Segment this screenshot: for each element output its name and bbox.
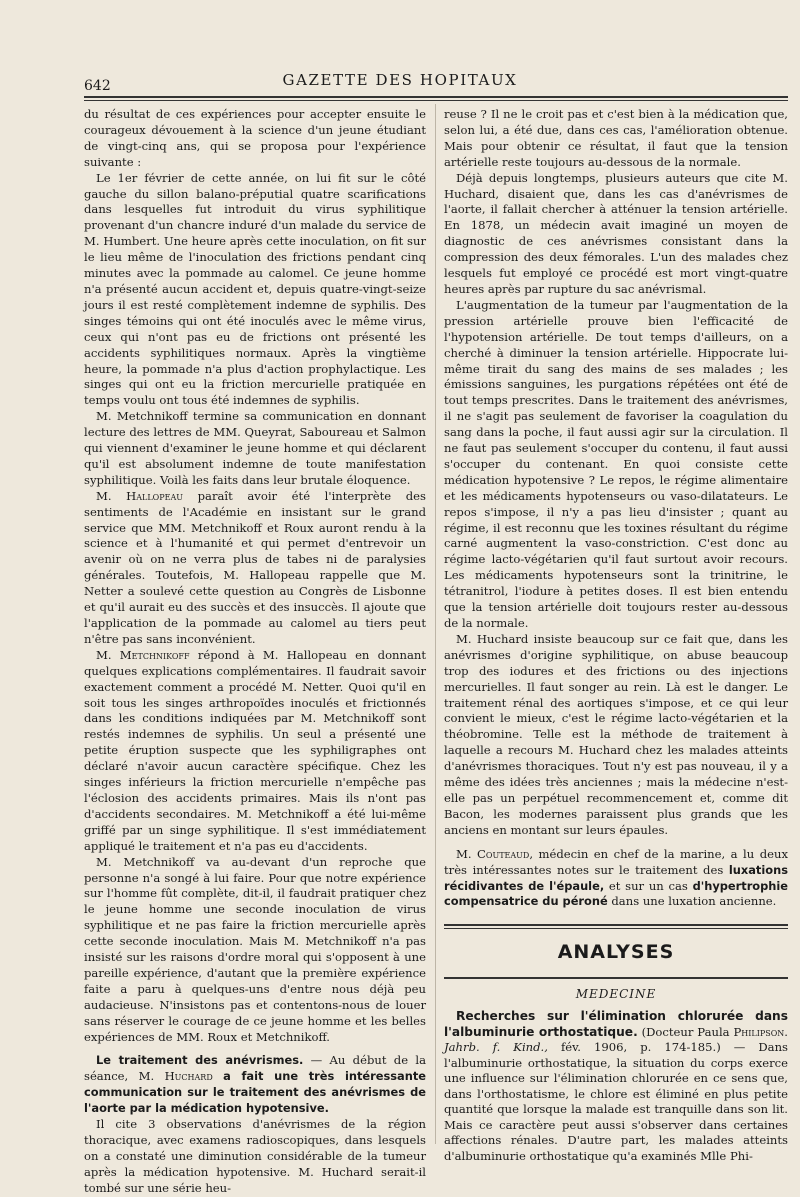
column-separator: [435, 104, 436, 1144]
paragraph-text: — Au début de la séance, M.: [84, 1053, 426, 1084]
paragraph: [444, 1009, 788, 1164]
paragraph: [84, 648, 426, 855]
paragraph: L'augmentation de la tumeur par l'augmentation de la pression artérielle prouve bien l'efficacité de l'hypotension artérielle. De tout temps d'ailleurs, on a cherché à diminuer la tension artérielle. Hippocrate lui-même tirait du sang des mains de ses malades ; les émissions sanguines, les purgations répétées ont été de tout temps prescrites. Dans le traitement des anévrismes, il ne s'agit pas seulement de favoriser la coagulation du sang dans la poche, il faut aussi agir sur la circulation. Il ne faut pas seulement s'occuper du contenu, il faut aussi s'occuper du contenant. En quoi consiste cette médication hypotensive ? Le repos, le régime alimentaire et les médicaments hypotenseurs ou vaso-dilatateurs. Le repos s'impose, il n'y a pas lieu d'insister ; quant au régime, il est reconnu que les toxines résultant du régime carné augmentent la vaso-constriction. C'est donc au régime lacto-végétarien qu'il faut surtout avoir recours. Les médicaments hypotenseurs sont la trinitrine, le tétranitrol, l'iodure à petites doses. Il est bien entendu que la tension artérielle doit toujours rester au-dessous de la normale.: [444, 297, 788, 630]
paragraph: M. Huchard insiste beaucoup sur ce fait que, dans les anévrismes d'origine syphilitique, on abuse beaucoup trop des iodures et des frictions ou des injections mercurielles. Il faut songer au rein. Là est le danger. Le traitement rénal des aortiques s'impose, et ce qui leur convient le mieux, c'est le régime lacto-végétarien et la théobromine. Telle est la méthode de traitement à laquelle a recours M. Huchard chez les malades atteints d'anévrismes thoraciques. Tout n'y est pas nouveau, il y a même des idées très anciennes ; mais la médecine n'est-elle pas un perpétuel recommencement et, comme dit Bacon, les modernes paraissent plus grands que les anciens en montant sur leurs épaules.: [444, 631, 788, 837]
paragraph: reuse ? Il ne le croit pas et c'est bien à la médication que, selon lui, a été due, dans ces cas, l'amélioration obtenue. Mais pour obtenir ce résultat, il faut que la tension artérielle reste toujours au-dessous de la normale.: [444, 107, 788, 169]
subsection-title: MEDECINE: [575, 987, 657, 1002]
paragraph-text: dans une luxation ancienne.: [611, 894, 777, 909]
paragraph: [84, 489, 426, 648]
section-paragraph: [84, 1053, 426, 1117]
paragraph: M. Metchnikoff termine sa communication en donnant lecture des lettres de MM. Queyrat, Saboureau et Salmon qui viennent d'examiner le jeune homme et qui déclarent qu'il est absolument indemne de toute manifestation syphilitique. Voilà les faits dans leur brutale éloquence.: [84, 409, 426, 487]
right-column: [444, 107, 788, 1164]
speaker-name: Huchard: [164, 1069, 213, 1084]
paragraph: M. Metchnikoff va au-devant d'un reproche que personne n'a songé à lui faire. Pour que notre expérience sur l'homme fût complète, dit-il, il faudrait pratiquer chez le jeune homme une seconde inoculation de virus syphilitique et ne pas faire la friction mercurielle après cette seconde inoculation. Mais M. Metchnikoff n'a pas insisté sur les raisons d'ordre moral qui s'opposent à une pareille expérience, d'autant que la première expérience faite a paru à quelques-uns d'entre nous déjà peu audacieuse. N'insistons pas et contentons-nous de louer sans réserver le courage de ce jeune homme et les belles expériences de MM. Roux et Metchnikoff.: [84, 854, 426, 1044]
speaker-name: M. Metchnikoff: [96, 647, 190, 662]
left-column: [84, 107, 426, 1197]
running-title: GAZETTE DES HOPITAUX: [282, 71, 518, 89]
bold-topic: d'hypertrophie compensatrice du péroné: [444, 878, 789, 909]
paragraph-text: et sur un cas: [608, 878, 688, 893]
paragraph-text: médecin en chef de la marine, a lu deux très intéressantes notes sur le traitement des: [444, 846, 788, 877]
page-number: 642: [84, 78, 111, 94]
header-rule: [84, 96, 788, 101]
paragraph: Le 1er février de cette année, on lui fit sur le côté gauche du sillon balano-préputial quatre scarifications dans lesquelles fut introduit du virus syphilitique provenant d'un chancre induré d'un malade du service de M. Humbert. Une heure après cette inoculation, on fit sur le lieu même de l'inoculation des frictions pendant cinq minutes avec la pommade au calomel. Ce jeune homme n'a présenté aucun accident et, depuis quatre-vingt-seize jours il est resté complètement indemne de syphilis. Des singes témoins qui ont été inoculés avec le même virus, ceux qui n'ont pas eu de frictions ont présenté les accidents syphilitiques normaux. Après la vingtième heure, la pommade n'a plus d'action prophylactique. Les singes qui ont eu la friction mercurielle pratiquée en temps voulu ont tous été indemnes de syphilis.: [84, 170, 426, 408]
speaker-name: M. Couteaud,: [456, 846, 533, 861]
paragraph-text: (Docteur Paula: [641, 1024, 730, 1039]
section-heading: Le traitement des anévrismes.: [96, 1053, 304, 1068]
paragraph: [444, 847, 788, 911]
speaker-name: M. Hallopeau: [96, 488, 183, 503]
bold-topic: luxations récidivantes de l'épaule,: [444, 862, 788, 893]
paragraph-text: répond à M. Hallopeau en donnant quelques explications complémentaires. Il faudrait savoir exactement comment a procédé M. Netter. Quoi qu'il en soit tous les singes arthropoïdes inoculés et frictionnés dans les conditions indiquées par M. Metchnikoff sont restés indemnes de syphilis. Un seul a présenté une petite éruption suspecte que les syphiligraphes ont déclaré n'avoir aucun caractère spécifique. Chez les singes inférieurs la friction mercurielle n'empêche pas l'éclosion des accidents primaires. Mais ils n'ont pas d'accidents secondaires. M. Metchnikoff a été lui-même griffé par un singe syphilitique. Il s'est immédiatement appliqué le traitement et n'a pas eu d'accidents.: [84, 647, 427, 853]
analysis-entry: [444, 1009, 788, 1164]
paragraph-bold-text: a fait une très intéressante communication sur le traitement des anévrismes de l'aorte par la médication hypotensive.: [84, 1069, 427, 1116]
paragraph-text: paraît avoir été l'interprète des sentiments de l'Académie en insistant sur le grand service que MM. Metchnikoff et Roux auront rendu à la science et à l'humanité et qui permet d'entrevoir un avenir où on ne verra plus de tabes ni de paralysies générales. Toutefois, M. Hallopeau rappelle que M. Netter a soulevé cette question au Congrès de Lisbonne et qu'il aurait eu des succès et des insuccès. Il ajoute que l'application de la pommade au calomel au tiers peut n'être pas sans inconvénient.: [84, 488, 426, 646]
section-rule: [444, 924, 788, 929]
journal-name: Jahrb. f. Kind.,: [444, 1040, 548, 1055]
paragraph-text: — Dans l'albuminurie orthostatique, la situation du corps exerce une influence sur l'élimination chlorurée en ce sens que, dans l'orthostatisme, le chlore est éliminé en plus petite quantité que lorsque la malade est tranquille dans son lit. Mais ce caractère peut aussi s'observer dans certaines affections rénales. D'autre part, les malades atteints d'albuminurie orthostatique qu'a examinés Mlle Phi-: [444, 1040, 789, 1163]
paragraph-text: fév. 1906, p. 174-185.): [560, 1040, 721, 1055]
paragraph: du résultat de ces expériences pour accepter ensuite le courageux dévouement à la science d'un jeune étudiant de vingt-cinq ans, qui se proposa pour l'expérience suivante :: [84, 107, 426, 169]
paragraph: Il cite 3 observations d'anévrismes de la région thoracique, avec examens radioscopiques, dans lesquels on a constaté une diminution considérable de la tumeur après la médication hypotensive. M. Huchard serait-il tombé sur une série heu-: [84, 1117, 426, 1195]
section-rule: [444, 977, 788, 979]
analysis-heading: Recherches sur l'élimination chlorurée dans l'albuminurie orthostatique.: [444, 1009, 788, 1039]
author-name: Philipson.: [733, 1024, 788, 1039]
paragraph: Déjà depuis longtemps, plusieurs auteurs que cite M. Huchard, disaient que, dans les cas d'anévrismes de l'aorte, il fallait chercher à atténuer la tension artérielle. En 1878, un médecin avait imaginé un moyen de diagnostic de ces anévrismes consistant dans la compression des deux fémorales. L'un des malades chez lesquels fut employé ce procédé est mort vingt-quatre heures après par rupture du sac anévrismal.: [444, 170, 788, 296]
analyses-title: ANALYSES: [557, 941, 675, 964]
